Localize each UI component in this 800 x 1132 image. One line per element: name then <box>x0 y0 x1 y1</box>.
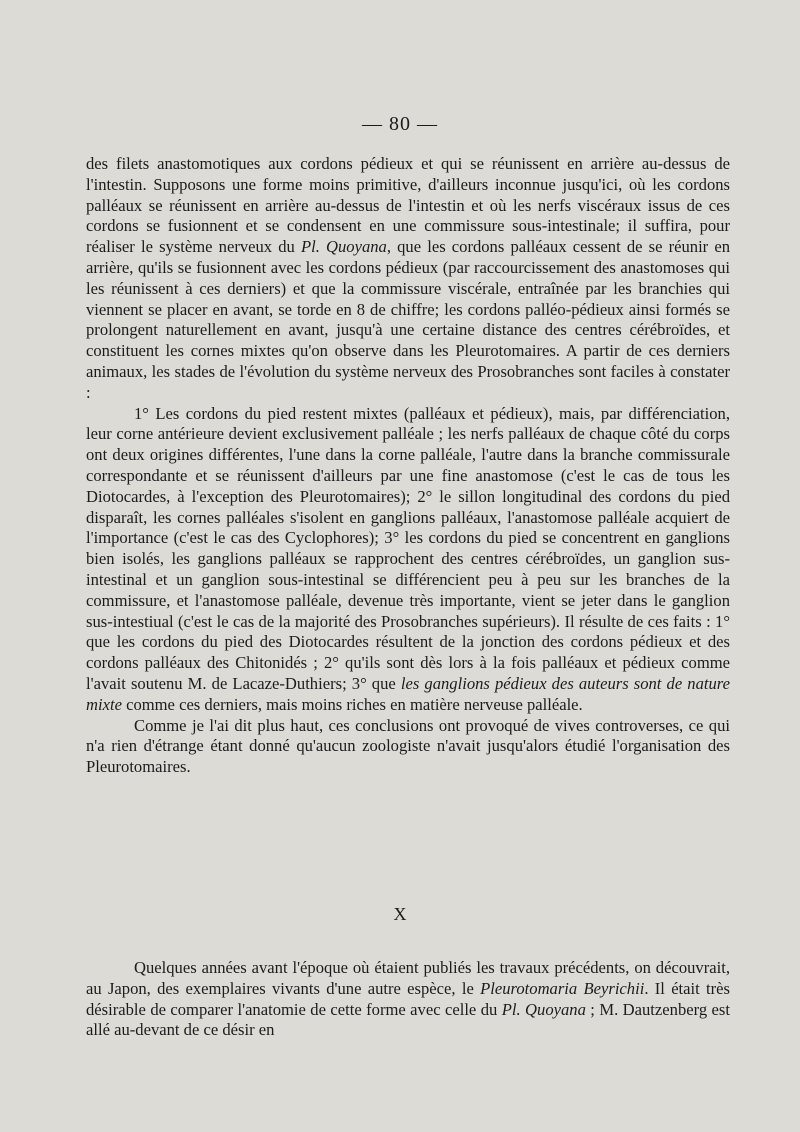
text-segment: des filets anastomotiques aux cordons pédieux et qui se réunissent en arrière au-dessus de l'intestin. Supposons une forme moins primitive, d'ailleurs inconnue jusqu'ici, où les cordons palléaux se réunissent en arrière au-dessus de l'intestin et où les nerfs viscéraux issus de ces cordons se fusionnent et se condensent en une commissure sous-intestinale; il suffira, pour réaliser le système nerveux du <box>86 154 730 257</box>
text-segment: ; M. Dautzenberg est allé au-devant de ce désir en <box>86 999 730 1040</box>
text-segment: comme ces derniers, mais moins riches en matière nerveuse palléale. <box>121 694 583 714</box>
text-segment: 1° Les cordons du pied restent mixtes (palléaux et pédieux), mais, par différenciation, leur corne antérieure devient exclusivement palléale ; les nerfs palléaux de chaque côté du corps ont deux origines différentes, l'une dans la corne palléale, l'autre dans la branche commissurale correspondante et se réunissent d'ailleurs par une fine anastomose (c'est le cas de tous les Diotocardes, à l'exception des Pleurotomaires); 2° le sillon longitudinal des cordons du pied disparaît, les cornes palléales s'isolent en ganglions palléaux, l'anastomose palléale acquiert de l'importance (c'est le cas des Cyclophores); 3° les cordons du pied se concentrent en ganglions bien isolés, les ganglions palléaux se rapprochent des centres cérébroïdes, un ganglion sus-intestinal et un ganglion sous-intestinal se différencient peu à peu sur les branches de la commissure, et l'anastomose palléale, devenue très importante, vient se jeter dans le ganglion sus-intestiual (c'est le cas de la majorité des Prosobranches supérieurs). Il résulte de ces faits : 1° que les cordons du pied des Diotocardes résultent de la jonction des cordons pédieux et des cordons palléaux des Chitonidés ; 2° qu'ils sont dès lors à la fois palléaux et pédieux comme l'avait soutenu M. de Lacaze-Duthiers; 3° que <box>86 403 730 693</box>
paragraph <box>86 716 730 778</box>
paragraph <box>86 958 730 1041</box>
page-number: — 80 — <box>362 113 438 135</box>
text-segment: Comme je l'ai dit plus haut, ces conclusions ont provoqué de vives controverses, ce qui n'a rien d'étrange étant donné qu'aucun zoologiste n'avait jusqu'alors étudié l'organisation des Pleurotomaires. <box>86 715 730 777</box>
section-heading: X <box>393 904 407 924</box>
italic-text: les ganglions pédieux des auteurs sont de nature mixte <box>86 673 730 714</box>
body-text <box>86 154 730 778</box>
italic-text: Pleurotomaria Beyrichii <box>480 978 645 998</box>
paragraph <box>86 154 730 404</box>
text-segment: , que les cordons palléaux cessent de se réunir en arrière, qu'ils se fusionnent avec les cordons pédieux (par raccourcissement des anastomoses qui les réunissent à ces derniers) et que la commissure viscérale, entraînée par les branchies qui viennent se placer en avant, se torde en 8 de chiffre; les cordons palléo-pédieux ainsi formés se prolongent naturellement en avant, jusqu'à une certaine distance des centres cérébroïdes, et constituent les cornes mixtes qu'on observe dans les Pleurotomaires. A partir de ces derniers animaux, les stades de l'évolution du système nerveux des Prosobranches sont faciles à constater : <box>86 237 730 402</box>
body-text-continued <box>86 958 730 1041</box>
italic-text: Pl. Quoyana <box>501 999 586 1019</box>
text-segment: . Il était très désirable de comparer l'anatomie de cette forme avec celle du <box>86 978 731 1019</box>
text-segment: Quelques années avant l'époque où étaient publiés les travaux précédents, on découvrait, au Japon, des exemplaires vivants d'une autre espèce, le <box>86 958 730 998</box>
paragraph <box>86 404 730 716</box>
italic-text: Pl. Quoyana <box>300 237 387 257</box>
